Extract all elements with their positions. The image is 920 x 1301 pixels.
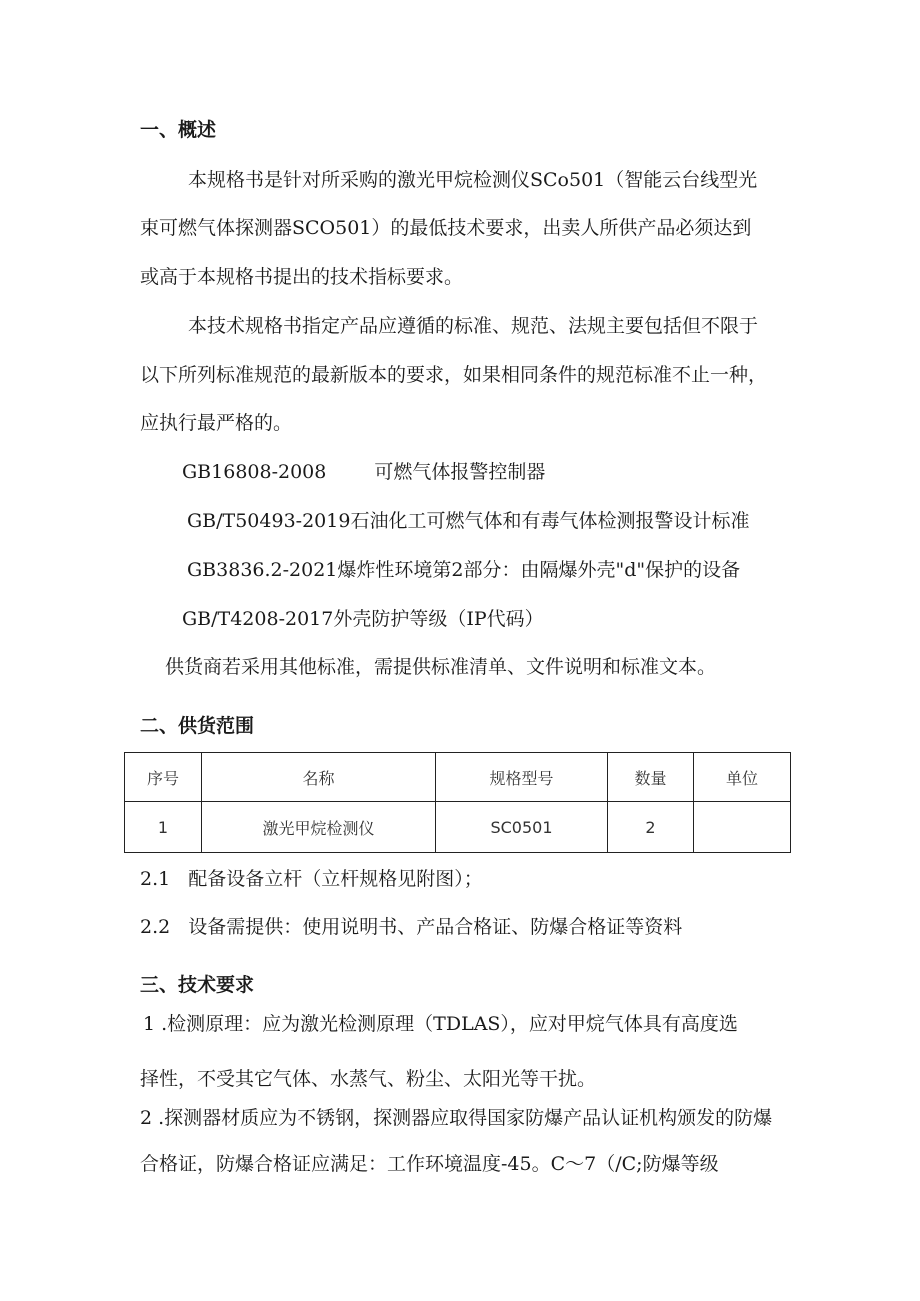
table-cell: 激光甲烷检测仪 [202,802,436,853]
tech-line-1: 1 .检测原理：应为激光检测原理（TDLAS），应对甲烷气体具有高度选 [143,1013,738,1035]
item-2-1 [140,866,483,892]
item-2-2 [140,914,682,940]
tech-line-2: 择性，不受其它气体、水蒸气、粉尘、太阳光等干扰。 [140,1068,597,1090]
section-2-heading: 二、供货范围 [140,715,255,737]
table-header-cell: 名称 [202,753,436,802]
para-1-line-3: 或高于本规格书提出的技术指标要求。 [140,266,464,288]
table-cell [694,802,791,853]
para-2-line-2: 以下所列标准规范的最新版本的要求，如果相同条件的规范标准不止一种， [140,364,768,386]
standard-title: 石油化工可燃气体和有毒气体检测报警设计标准 [350,510,750,532]
tech-line-4: 合格证，防爆合格证应满足：工作环境温度-45。C～7（/C;防爆等级 [140,1153,719,1175]
standard-1 [182,459,545,485]
standard-code: GB/T4208-2017 [182,608,334,630]
para-2-line-3: 应执行最严格的。 [140,412,293,434]
standards-note: 供货商若采用其他标准，需提供标准清单、文件说明和标准文本。 [165,656,717,678]
standard-code: GB/T50493-2019 [187,510,351,532]
tech-line-3: 2 .探测器材质应为不锈钢，探测器应取得国家防爆产品认证机构颁发的防爆 [140,1107,773,1129]
item-number: 2.1 [140,868,171,890]
table-cell: SC0501 [436,802,608,853]
standard-title: 外壳防护等级（IP代码） [333,608,544,630]
table-cell: 2 [608,802,694,853]
standard-4 [182,606,544,632]
table-header-cell: 数量 [608,753,694,802]
standard-code: GB3836.2-2021 [187,559,338,581]
standard-3 [187,557,740,583]
table-header-cell: 单位 [694,753,791,802]
standard-title: 可燃气体报警控制器 [374,461,546,483]
standard-2 [187,508,749,534]
table-cell: 1 [125,802,202,853]
supply-table [124,752,791,853]
table-row [125,802,791,853]
standard-title: 爆炸性环境第2部分：由隔爆外壳"d"保护的设备 [337,559,741,581]
para-1-line-2: 束可燃气体探测器SCO501）的最低技术要求，出卖人所供产品必须达到 [140,217,752,239]
table-header-cell: 序号 [125,753,202,802]
section-1-heading: 一、概述 [140,119,217,141]
item-text: 配备设备立杆（立杆规格见附图）； [188,868,483,890]
table-header-cell: 规格型号 [436,753,608,802]
para-2-line-1: 本技术规格书指定产品应遵循的标准、规范、法规主要包括但不限于 [188,315,759,337]
section-3-heading: 三、技术要求 [140,974,255,996]
para-1-line-1: 本规格书是针对所采购的激光甲烷检测仪SCo501（智能云台线型光 [188,169,758,191]
item-number: 2.2 [140,916,171,938]
table-header-row [125,753,791,802]
item-text: 设备需提供：使用说明书、产品合格证、防爆合格证等资料 [188,916,683,938]
standard-code: GB16808-2008 [182,461,327,483]
